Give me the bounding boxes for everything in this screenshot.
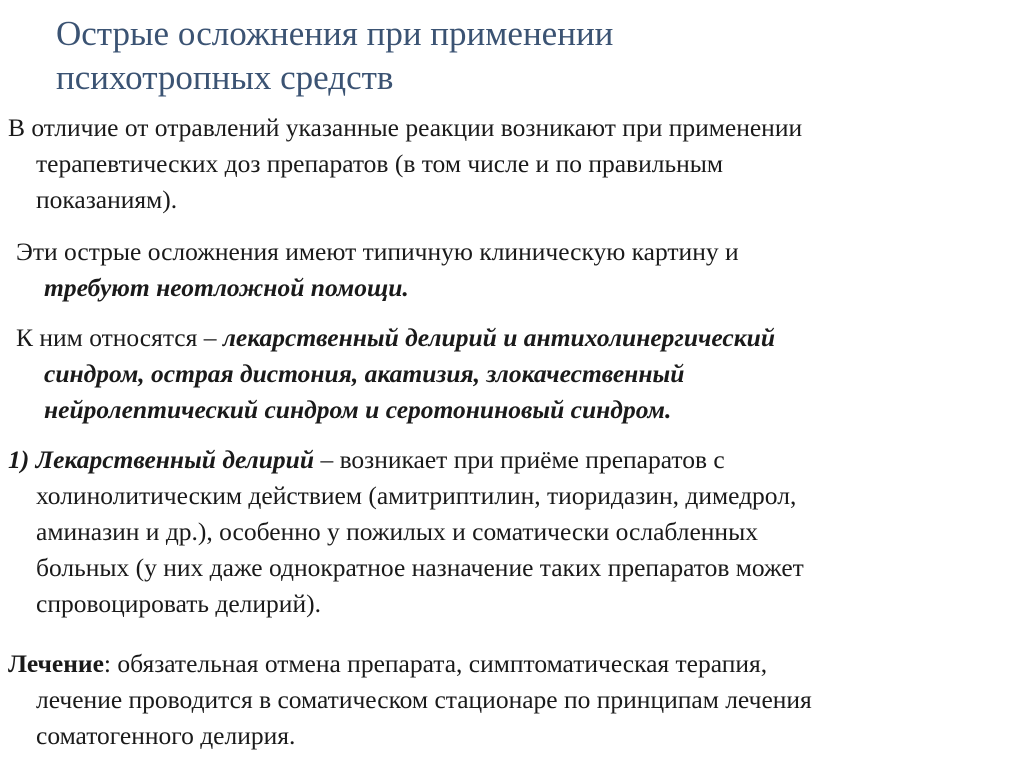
paragraph-delirium (8, 442, 804, 622)
paragraph-list (16, 320, 775, 428)
intro-line-3: показаниям). (36, 185, 178, 214)
list-line-2: синдром, острая дистония, акатизия, злокачественный (44, 359, 685, 388)
title-line-1: Острые осложнения при применении (56, 14, 614, 53)
list-emph-text: лекарственный делирий и антихолинергический (222, 323, 776, 352)
slide-title (56, 12, 956, 100)
treatment-line-1 (8, 646, 812, 682)
paragraph-emergency (16, 234, 739, 306)
paragraph-intro (8, 110, 802, 218)
list-line-1 (16, 320, 775, 356)
emergency-line-2: требуют неотложной помощи. (44, 273, 409, 302)
paragraph-treatment (8, 646, 812, 754)
treatment-text: : обязательная отмена препарата, симптоматическая терапия, (103, 649, 768, 678)
treatment-label: Лечение (8, 649, 104, 678)
intro-line-2: терапевтических доз препаратов (в том числе и по правильным (36, 149, 724, 178)
treatment-line-2: лечение проводится в соматическом стационаре по принципам лечения (36, 685, 812, 714)
intro-line-1: В отличие от отравлений указанные реакции возникают при применении (8, 113, 803, 142)
treatment-line-3: соматогенного делирия. (36, 721, 296, 750)
delirium-line-2: холинолитическим действием (амитриптилин, тиоридазин, димедрол, (36, 481, 797, 510)
delirium-text: – возникает при приёме препаратов с (314, 445, 725, 474)
delirium-line-4: больных (у них даже однократное назначение таких препаратов может (36, 553, 804, 582)
delirium-heading: 1) Лекарственный делирий (8, 445, 315, 474)
title-line-2: психотропных средств (56, 58, 394, 97)
delirium-line-1 (8, 442, 804, 478)
list-line-3: нейролептический синдром и серотониновый синдром. (44, 395, 672, 424)
emergency-line-1: Эти острые осложнения имеют типичную клиническую картину и (16, 237, 739, 266)
list-intro-text: К ним относятся – (16, 323, 223, 352)
delirium-line-3: аминазин и др.), особенно у пожилых и соматически ослабленных (36, 517, 758, 546)
delirium-line-5: спровоцировать делирий). (36, 589, 321, 618)
